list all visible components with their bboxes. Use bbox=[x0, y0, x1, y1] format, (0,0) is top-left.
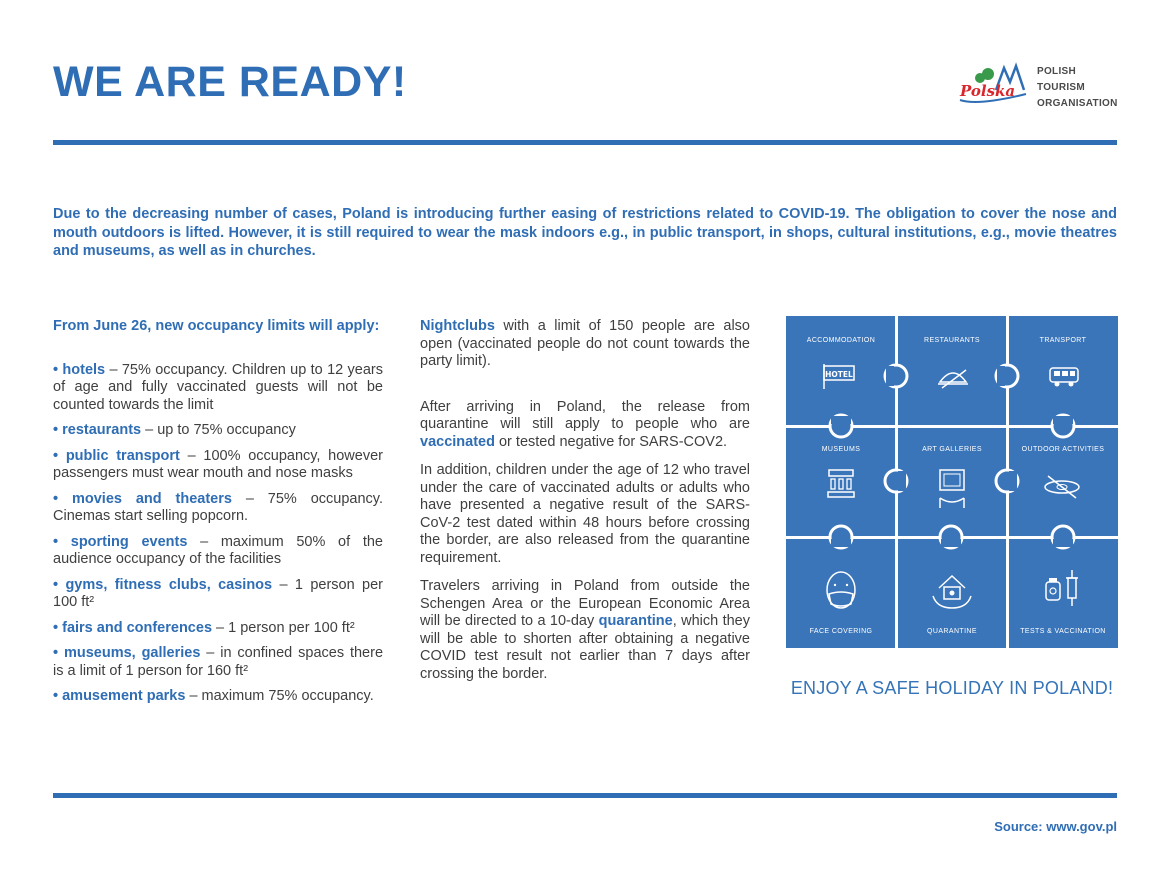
logo-wordmark: Polska bbox=[960, 82, 1016, 100]
limit-item-amusement-parks: • amusement parks – maximum 75% occupancy. bbox=[53, 688, 374, 704]
limit-item-sporting-events: • sporting events – maximum 50% of the audience occupancy of the facilities bbox=[53, 533, 383, 567]
tile-label-quarantine: QUARANTINE bbox=[927, 628, 977, 635]
tile-label-outdoor-activities: OUTDOOR ACTIVITIES bbox=[1021, 446, 1105, 453]
source-credit: Source: www.gov.pl bbox=[994, 819, 1117, 834]
limits-heading: From June 26, new occupancy limits will apply: bbox=[53, 318, 380, 334]
limit-item-restaurants: • restaurants – up to 75% occupancy bbox=[53, 422, 296, 438]
limit-item-museums: • museums, galleries – in confined spaces there is a limit of 1 person for 160 ft² bbox=[53, 645, 384, 679]
page-title: WE ARE READY! bbox=[53, 58, 407, 106]
puzzle-grid bbox=[786, 316, 1118, 648]
tile-label-art-galleries: ART GALLERIES bbox=[922, 446, 982, 453]
tile-label-face-covering: FACE COVERING bbox=[809, 628, 873, 635]
travelers-paragraph: Travelers arriving in Poland from outside the Schengen Area or the European Economic Area will be directed to a 10-day quarantine, which they will be able to shorten after obtaining a negative COVID test result not earlier than 7 days after crossing the border. bbox=[420, 578, 750, 682]
limit-item-gyms: • gyms, fitness clubs, casinos – 1 person per 100 ft² bbox=[53, 576, 383, 610]
intro-paragraph: Due to the decreasing number of cases, Poland is introducing further easing of restrictions related to COVID-19. The obligation to cover the nose and mouth outdoors is lifted. However, it is still required to wear the mask indoors e.g., in public transport, in shops, cultural institutions, e.g., movie theatres and museums, as well as in churches. bbox=[53, 206, 1117, 259]
tile-label-accommodation: ACCOMMODATION bbox=[806, 337, 876, 344]
limit-item-movies: • movies and theaters – 75% occupancy. Cinemas start selling popcorn. bbox=[53, 490, 383, 524]
limit-item-fairs: • fairs and conferences – 1 person per 100 ft² bbox=[53, 619, 355, 636]
tile-label-tests-vaccination: TESTS & VACCINATION bbox=[1020, 628, 1106, 635]
children-paragraph: In addition, children under the age of 12 who travel under the care of vaccinated adults or adults who have presented a negative result of the SARS-CoV-2 test dated within 48 hours before crossing the border, are also released from the quarantine requirement. bbox=[420, 462, 750, 566]
kayak-icon bbox=[1042, 472, 1082, 502]
org-line-1: POLISH bbox=[1037, 66, 1077, 77]
cloche-icon bbox=[936, 362, 970, 392]
gallery-icon bbox=[934, 468, 970, 510]
enjoy-slogan: ENJOY A SAFE HOLIDAY IN POLAND! bbox=[790, 678, 1114, 698]
tile-label-museums: MUSEUMS bbox=[821, 446, 861, 453]
org-name bbox=[1037, 64, 1118, 112]
svg-text:HOTEL: HOTEL bbox=[825, 370, 853, 379]
tile-label-transport: TRANSPORT bbox=[1039, 337, 1087, 344]
limit-item-public-transport: • public transport – 100% occupancy, however passengers must wear mouth and nose masks bbox=[53, 447, 383, 481]
polska-logo-icon bbox=[958, 60, 1028, 110]
nightclubs-paragraph: Nightclubs with a limit of 150 people are also open (vaccinated people do not count towards the party limit). bbox=[420, 318, 750, 369]
face-mask-icon bbox=[823, 570, 859, 612]
house-hands-icon bbox=[931, 570, 973, 612]
occupancy-limits-column bbox=[53, 318, 383, 714]
museum-icon bbox=[826, 468, 856, 500]
hotel-icon bbox=[822, 362, 858, 390]
limits-list bbox=[53, 362, 383, 706]
bus-icon bbox=[1048, 366, 1080, 388]
tile-label-restaurants: RESTAURANTS bbox=[924, 337, 980, 344]
travel-rules-column bbox=[420, 318, 750, 694]
vaccine-icon bbox=[1042, 568, 1086, 610]
footer-rule bbox=[53, 793, 1117, 798]
arrival-paragraph: After arriving in Poland, the release from quarantine will still apply to people who are vaccinated or tested negative for SARS-COV2. bbox=[420, 398, 750, 450]
org-line-2: TOURISM bbox=[1037, 82, 1086, 93]
limit-item-hotels: • hotels – 75% occupancy. Children up to 12 years of age and fully vaccinated guests will not be counted towards the limit bbox=[53, 361, 383, 413]
header-rule bbox=[53, 140, 1117, 145]
org-line-3: ORGANISATION bbox=[1037, 98, 1118, 109]
